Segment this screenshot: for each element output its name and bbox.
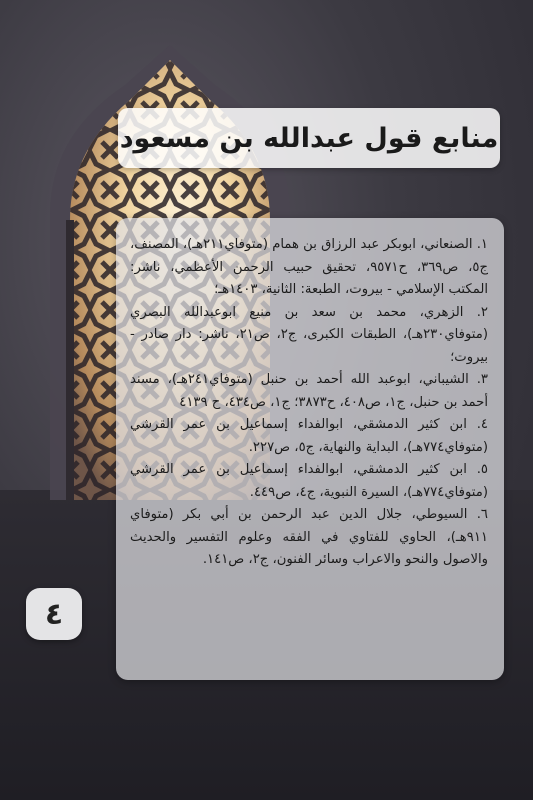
reference-item: ١. الصنعاني، ابوبكر عبد الرزاق بن همام (متوفاي٢١١هـ)، المصنف، ج٥، ص٣٦٩، ح٩٥٧١، تحقيق حبيب الرحمن الأعظمي، ناشر: المكتب الإسلامي - بيروت، الطبعة: الثانية، ١٤٠٣هـ؛ — [130, 237, 489, 297]
reference-item: ٥. ابن كثير الدمشقي، ابوالفداء إسماعيل بن عمر القرشي (متوفاي٧٧٤هـ)، السيرة النبوية، ج٤، ص٤٤٩. — [130, 462, 488, 500]
page-number: ٤ — [44, 596, 64, 632]
reference-item: ٣. الشيباني، ابوعبد الله أحمد بن حنبل (متوفاي٢٤١هـ)، مسند أحمد بن حنبل، ج١، ص٤٠٨، ح٣٨٧٣؛ ج١، ص٤٣٤، ح ٤١٣٩ — [130, 372, 488, 410]
reference-item: ٦. السيوطي، جلال الدين عبد الرحمن بن أبي بكر (متوفاي ٩١١هـ)، الحاوي للفتاوي في الفقه وعلوم التفسير والحديث والاصول والنحو والاعراب وسائر الفنون، ج٢، ص١٤١. — [130, 507, 488, 567]
references-card — [116, 218, 504, 680]
page-title: منابع قول عبدالله بن مسعود — [119, 122, 499, 154]
reference-item: ٢. الزهري، محمد بن سعد بن منيع ابوعبدالله البصري (متوفاي٢٣٠هـ)، الطبقات الكبرى، ج٢، ص٢١، ناشر: دار صادر - بيروت؛ — [130, 304, 488, 365]
reference-item: ٤. ابن كثير الدمشقي، ابوالفداء إسماعيل بن عمر القرشي (متوفاي٧٧٤هـ)، البداية والنهاية، ج٥، ص٢٢٧. — [130, 417, 488, 455]
title-card — [118, 108, 500, 168]
page-number-badge — [26, 588, 82, 640]
